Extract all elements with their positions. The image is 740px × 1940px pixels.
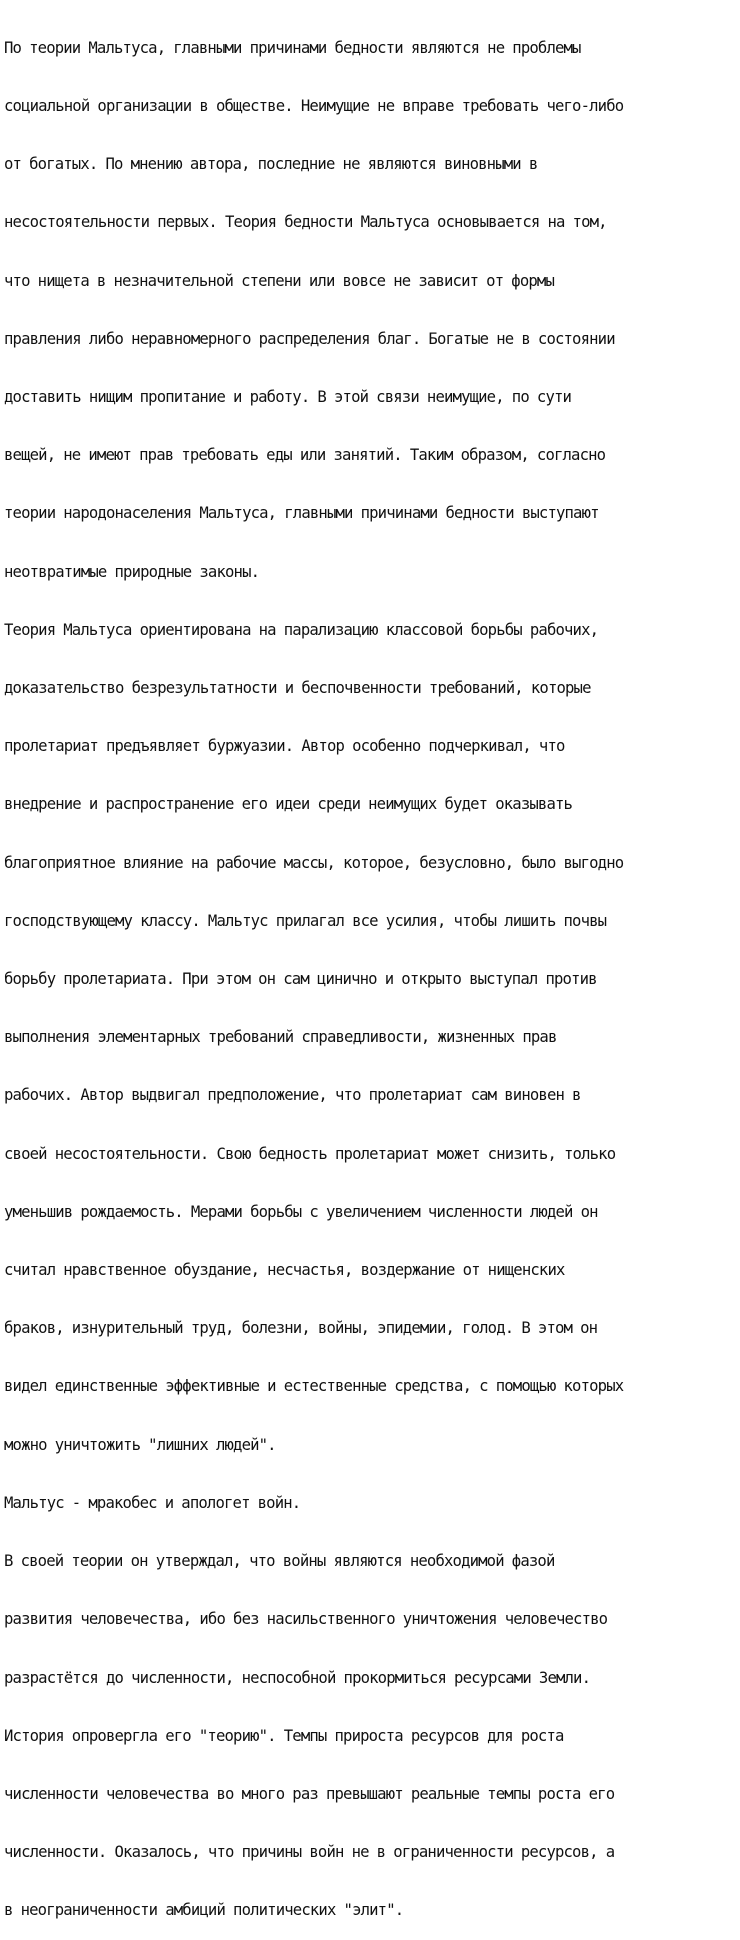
text-line: По теории Мальтуса, главными причинами бедности являются не проблемы: [4, 38, 581, 57]
text-line: правления либо неравномерного распределения благ. Богатые не в состоянии: [4, 329, 615, 348]
text-line: развития человечества, ибо без насильственного уничтожения человечество: [4, 1610, 608, 1629]
text-line: численности. Оказалось, что причины войн не в ограниченности ресурсов, а: [4, 1843, 615, 1862]
text-line: уменьшив рождаемость. Мерами борьбы с увеличением численности людей он: [4, 1202, 598, 1221]
text-line: доказательство безрезультатности и беспочвенности требований, которые: [4, 679, 591, 698]
text-line: видел единственные эффективные и естественные средства, с помощью которых: [4, 1377, 624, 1396]
text-line: доставить нищим пропитание и работу. В этой связи неимущие, по сути: [4, 388, 572, 407]
text-line: внедрение и распространение его идеи среди неимущих будет оказывать: [4, 795, 573, 814]
text-line: несостоятельности первых. Теория бедности Мальтуса основывается на том,: [4, 213, 607, 232]
text-line: Теория Мальтуса ориентирована на парализацию классовой борьбы рабочих,: [4, 620, 599, 639]
text-line: благоприятное влияние на рабочие массы, которое, безусловно, было выгодно: [4, 853, 624, 872]
text-line: считал нравственное обуздание, несчастья, воздержание от нищенских: [4, 1261, 565, 1280]
text-line: В своей теории он утверждал, что войны являются необходимой фазой: [4, 1552, 555, 1571]
text-line: браков, изнурительный труд, болезни, войны, эпидемии, голод. В этом он: [4, 1319, 598, 1338]
text-line: можно уничтожить "лишних людей".: [4, 1435, 276, 1454]
text-line: вещей, не имеют прав требовать еды или занятий. Таким образом, согласно: [4, 446, 606, 465]
text-line: своей несостоятельности. Свою бедность пролетариат может снизить, только: [4, 1144, 616, 1163]
text-line: в неограниченности амбиций политических "элит".: [4, 1901, 404, 1920]
text-line: социальной организации в обществе. Неимущие не вправе требовать чего-либо: [4, 97, 624, 116]
text-line: пролетариат предъявляет буржуазии. Автор особенно подчеркивал, что: [4, 737, 565, 756]
text-line: господствующему классу. Мальтус прилагал все усилия, чтобы лишить почвы: [4, 911, 607, 930]
text-line: рабочих. Автор выдвигал предположение, что пролетариат сам виновен в: [4, 1086, 581, 1105]
text-line: Мальтус - мракобес и апологет войн.: [4, 1493, 301, 1512]
text-line: численности человечества во много раз превышают реальные темпы роста его: [4, 1784, 615, 1803]
text-line: История опровергла его "теорию". Темпы прироста ресурсов для роста: [4, 1726, 564, 1745]
text-line: выполнения элементарных требований справедливости, жизненных прав: [4, 1028, 557, 1047]
text-line: от богатых. По мнению автора, последние не являются виновными в: [4, 155, 538, 174]
text-line: борьбу пролетариата. При этом он сам цинично и открыто выступал против: [4, 970, 597, 989]
text-line: что нищета в незначительной степени или вовсе не зависит от формы: [4, 271, 554, 290]
text-line: неотвратимые природные законы.: [4, 562, 260, 581]
text-line: разрастётся до численности, неспособной прокормиться ресурсами Земли.: [4, 1668, 591, 1687]
text-line: теории народонаселения Мальтуса, главными причинами бедности выступают: [4, 504, 599, 523]
